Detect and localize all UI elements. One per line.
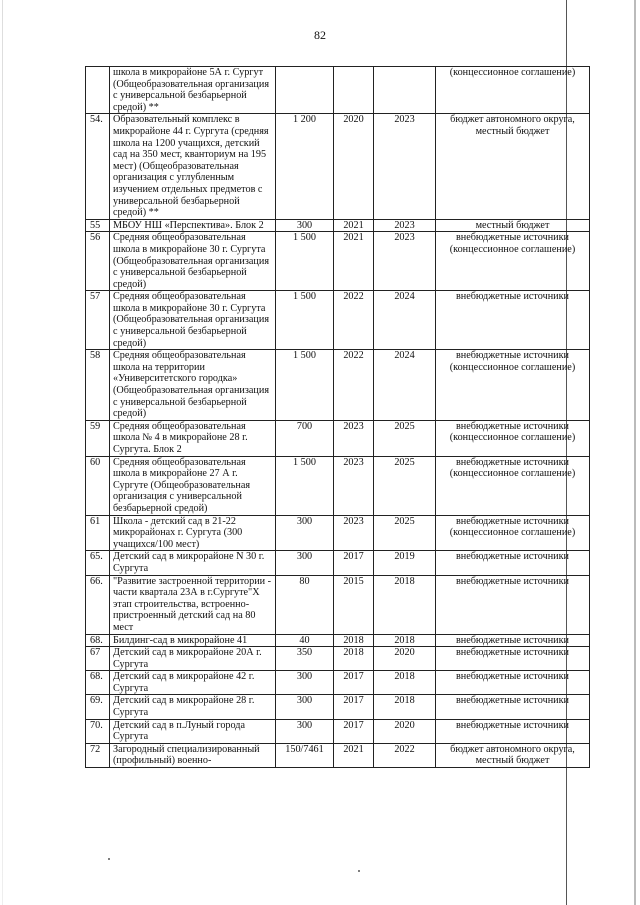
- table-row: [86, 114, 590, 219]
- scan-edge-right: [634, 0, 636, 905]
- table-row: [86, 719, 590, 743]
- page-number: 82: [314, 28, 326, 42]
- table-row: [86, 67, 590, 114]
- capacity-cell: 1 200: [276, 114, 334, 219]
- capacity-cell: 150/7461: [276, 743, 334, 767]
- end-year-cell: 2025: [374, 456, 436, 515]
- table-row: [86, 551, 590, 575]
- row-number-cell: 66.: [86, 575, 110, 634]
- row-number-cell: 56: [86, 232, 110, 291]
- objects-table: [85, 66, 590, 768]
- object-name-cell: Детский сад в микрорайоне 42 г. Сургута: [110, 671, 276, 695]
- start-year-cell: [334, 67, 374, 114]
- object-name-cell: Детский сад в микрорайоне 28 г. Сургута: [110, 695, 276, 719]
- start-year-cell: 2023: [334, 456, 374, 515]
- start-year-cell: 2018: [334, 634, 374, 647]
- end-year-cell: 2023: [374, 232, 436, 291]
- scan-speck: [358, 870, 360, 872]
- capacity-cell: 1 500: [276, 291, 334, 350]
- funding-source-cell: внебюджетные источники (концессионное соглашение): [436, 456, 590, 515]
- end-year-cell: 2018: [374, 575, 436, 634]
- table-row: [86, 219, 590, 232]
- start-year-cell: 2021: [334, 232, 374, 291]
- capacity-cell: 300: [276, 671, 334, 695]
- object-name-cell: Средняя общеобразовательная школа в микрорайоне 30 г. Сургута (Общеобразовательная организация с универсальной безбарьерной средой): [110, 291, 276, 350]
- funding-source-cell: (концессионное соглашение): [436, 67, 590, 114]
- table-row: [86, 420, 590, 456]
- row-number-cell: 61: [86, 515, 110, 551]
- table-row: [86, 350, 590, 421]
- start-year-cell: 2022: [334, 291, 374, 350]
- row-number-cell: 68.: [86, 671, 110, 695]
- funding-source-cell: внебюджетные источники (концессионное соглашение): [436, 350, 590, 421]
- funding-source-cell: внебюджетные источники: [436, 291, 590, 350]
- table-row: [86, 456, 590, 515]
- capacity-cell: 700: [276, 420, 334, 456]
- capacity-cell: 300: [276, 719, 334, 743]
- end-year-cell: 2020: [374, 647, 436, 671]
- capacity-cell: [276, 67, 334, 114]
- funding-source-cell: внебюджетные источники (концессионное соглашение): [436, 420, 590, 456]
- start-year-cell: 2022: [334, 350, 374, 421]
- capacity-cell: 300: [276, 551, 334, 575]
- row-number-cell: 69.: [86, 695, 110, 719]
- funding-source-cell: внебюджетные источники: [436, 671, 590, 695]
- end-year-cell: 2024: [374, 291, 436, 350]
- row-number-cell: 67: [86, 647, 110, 671]
- end-year-cell: 2018: [374, 671, 436, 695]
- end-year-cell: 2019: [374, 551, 436, 575]
- table-row: [86, 291, 590, 350]
- end-year-cell: 2023: [374, 114, 436, 219]
- object-name-cell: Загородный специализированный (профильный) военно-: [110, 743, 276, 767]
- capacity-cell: 350: [276, 647, 334, 671]
- row-number-cell: 72: [86, 743, 110, 767]
- end-year-cell: 2022: [374, 743, 436, 767]
- funding-source-cell: внебюджетные источники: [436, 695, 590, 719]
- scan-edge-left: [2, 0, 3, 905]
- end-year-cell: [374, 67, 436, 114]
- object-name-cell: Билдинг-сад в микрорайоне 41: [110, 634, 276, 647]
- object-name-cell: школа в микрорайоне 5А г. Сургут (Общеобразовательная организация с универсальной безбарьерной средой) **: [110, 67, 276, 114]
- object-name-cell: Школа - детский сад в 21-22 микрорайонах г. Сургута (300 учащихся/100 мест): [110, 515, 276, 551]
- row-number-cell: 54.: [86, 114, 110, 219]
- start-year-cell: 2017: [334, 671, 374, 695]
- object-name-cell: Детский сад в микрорайоне N 30 г. Сургута: [110, 551, 276, 575]
- object-name-cell: Детский сад в микрорайоне 20А г. Сургута: [110, 647, 276, 671]
- end-year-cell: 2025: [374, 515, 436, 551]
- start-year-cell: 2021: [334, 219, 374, 232]
- end-year-cell: 2023: [374, 219, 436, 232]
- funding-source-cell: внебюджетные источники: [436, 575, 590, 634]
- funding-source-cell: местный бюджет: [436, 219, 590, 232]
- scan-speck: [108, 858, 110, 860]
- end-year-cell: 2024: [374, 350, 436, 421]
- capacity-cell: 80: [276, 575, 334, 634]
- capacity-cell: 40: [276, 634, 334, 647]
- row-number-cell: 68.: [86, 634, 110, 647]
- funding-source-cell: внебюджетные источники: [436, 634, 590, 647]
- row-number-cell: 70.: [86, 719, 110, 743]
- table-row: [86, 695, 590, 719]
- capacity-cell: 300: [276, 515, 334, 551]
- table-row: [86, 634, 590, 647]
- row-number-cell: 57: [86, 291, 110, 350]
- object-name-cell: Средняя общеобразовательная школа в микрорайоне 30 г. Сургута (Общеобразовательная организация с универсальной безбарьерной средой): [110, 232, 276, 291]
- end-year-cell: 2018: [374, 634, 436, 647]
- start-year-cell: 2017: [334, 551, 374, 575]
- object-name-cell: "Развитие застроенной территории - части квартала 23А в г.Сургуте"Х этап строительства, встроенно-пристроенный детский сад на 80 мест: [110, 575, 276, 634]
- object-name-cell: Образовательный комплекс в микрорайоне 44 г. Сургута (средняя школа на 1200 учащихся, детский сад на 350 мест, кванториум на 195 мест) (Общеобразовательная организация с углубленным изучением отдельных предметов с универсальной безбарьерной средой) **: [110, 114, 276, 219]
- start-year-cell: 2018: [334, 647, 374, 671]
- table-row: [86, 515, 590, 551]
- funding-source-cell: внебюджетные источники (концессионное соглашение): [436, 515, 590, 551]
- object-name-cell: Средняя общеобразовательная школа № 4 в микрорайоне 28 г. Сургута. Блок 2: [110, 420, 276, 456]
- capacity-cell: 1 500: [276, 350, 334, 421]
- capacity-cell: 1 500: [276, 232, 334, 291]
- row-number-cell: 65.: [86, 551, 110, 575]
- start-year-cell: 2023: [334, 515, 374, 551]
- start-year-cell: 2020: [334, 114, 374, 219]
- end-year-cell: 2025: [374, 420, 436, 456]
- row-number-cell: 60: [86, 456, 110, 515]
- row-number-cell: 55: [86, 219, 110, 232]
- table-body: [86, 67, 590, 768]
- table-row: [86, 671, 590, 695]
- start-year-cell: 2023: [334, 420, 374, 456]
- table-row: [86, 232, 590, 291]
- table-row: [86, 647, 590, 671]
- row-number-cell: [86, 67, 110, 114]
- capacity-cell: 1 500: [276, 456, 334, 515]
- start-year-cell: 2017: [334, 719, 374, 743]
- start-year-cell: 2021: [334, 743, 374, 767]
- capacity-cell: 300: [276, 219, 334, 232]
- start-year-cell: 2015: [334, 575, 374, 634]
- object-name-cell: Детский сад в п.Луный города Сургута: [110, 719, 276, 743]
- object-name-cell: Средняя общеобразовательная школа в микрорайоне 27 А г. Сургуте (Общеобразовательная организация с универсальной безбарьерной средой): [110, 456, 276, 515]
- table-row: [86, 743, 590, 767]
- funding-source-cell: бюджет автономного округа, местный бюджет: [436, 114, 590, 219]
- object-name-cell: МБОУ НШ «Перспектива». Блок 2: [110, 219, 276, 232]
- row-number-cell: 58: [86, 350, 110, 421]
- row-number-cell: 59: [86, 420, 110, 456]
- funding-source-cell: внебюджетные источники: [436, 551, 590, 575]
- start-year-cell: 2017: [334, 695, 374, 719]
- table-row: [86, 575, 590, 634]
- funding-source-cell: бюджет автономного округа, местный бюджет: [436, 743, 590, 767]
- capacity-cell: 300: [276, 695, 334, 719]
- object-name-cell: Средняя общеобразовательная школа на территории «Университетского городка» (Общеобразовательная организация с универсальной безбарьерной средой): [110, 350, 276, 421]
- funding-source-cell: внебюджетные источники: [436, 719, 590, 743]
- end-year-cell: 2018: [374, 695, 436, 719]
- end-year-cell: 2020: [374, 719, 436, 743]
- funding-source-cell: внебюджетные источники (концессионное соглашение): [436, 232, 590, 291]
- funding-source-cell: внебюджетные источники: [436, 647, 590, 671]
